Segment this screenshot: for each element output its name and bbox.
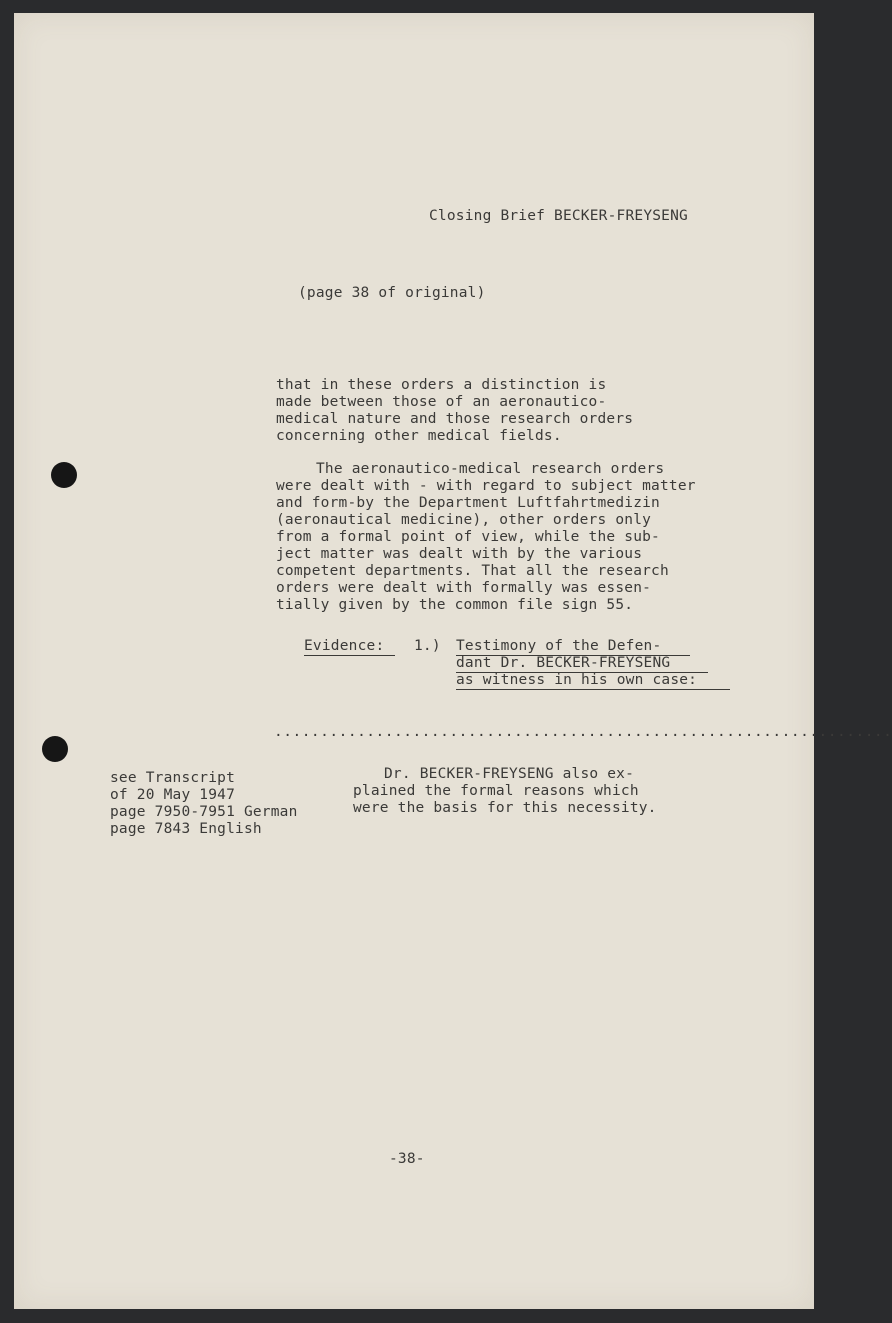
evidence-number: 1.): [414, 638, 441, 654]
margin-note-line: of 20 May 1947: [110, 787, 236, 803]
text-line: medical nature and those research orders: [276, 411, 634, 427]
text-line: competent departments. That all the research: [276, 563, 669, 579]
text-line: and form-by the Department Luftfahrtmedizin: [276, 495, 660, 511]
text-line: ject matter was dealt with by the various: [276, 546, 643, 562]
text-line: from a formal point of view, while the sub-: [276, 529, 660, 545]
margin-note-line: page 7843 English: [110, 821, 262, 837]
page-number: -38-: [389, 1151, 425, 1167]
text-line: were the basis for this necessity.: [353, 800, 657, 816]
text-line: made between those of an aeronautico-: [276, 394, 607, 410]
margin-note-line: see Transcript: [110, 770, 236, 786]
evidence-line: as witness in his own case:: [456, 672, 698, 688]
text-line: orders were dealt with formally was essen-: [276, 580, 652, 596]
evidence-line: Testimony of the Defen-: [456, 638, 662, 654]
text-line: that in these orders a distinction is: [276, 377, 607, 393]
text-line: concerning other medical fields.: [276, 428, 562, 444]
text-line: were dealt with - with regard to subject matter: [276, 478, 696, 494]
evidence-underline: [456, 689, 730, 690]
text-line: (aeronautical medicine), other orders only: [276, 512, 652, 528]
margin-note-line: page 7950-7951 German: [110, 804, 298, 820]
dot-leader: ...................................................................: [274, 724, 892, 740]
paper-sheet: [14, 13, 892, 1309]
document-title: Closing Brief BECKER-FREYSENG: [429, 208, 688, 224]
punch-hole-bottom: [42, 736, 68, 762]
punch-hole-top: [51, 462, 77, 488]
evidence-underline: [304, 655, 395, 656]
evidence-label: Evidence:: [304, 638, 385, 654]
evidence-line: dant Dr. BECKER-FREYSENG: [456, 655, 671, 671]
text-line: tially given by the common file sign 55.: [276, 597, 634, 613]
text-line: Dr. BECKER-FREYSENG also ex-: [384, 766, 635, 782]
text-line: plained the formal reasons which: [353, 783, 639, 799]
text-line: The aeronautico-medical research orders: [316, 461, 665, 477]
page-reference: (page 38 of original): [298, 285, 486, 301]
